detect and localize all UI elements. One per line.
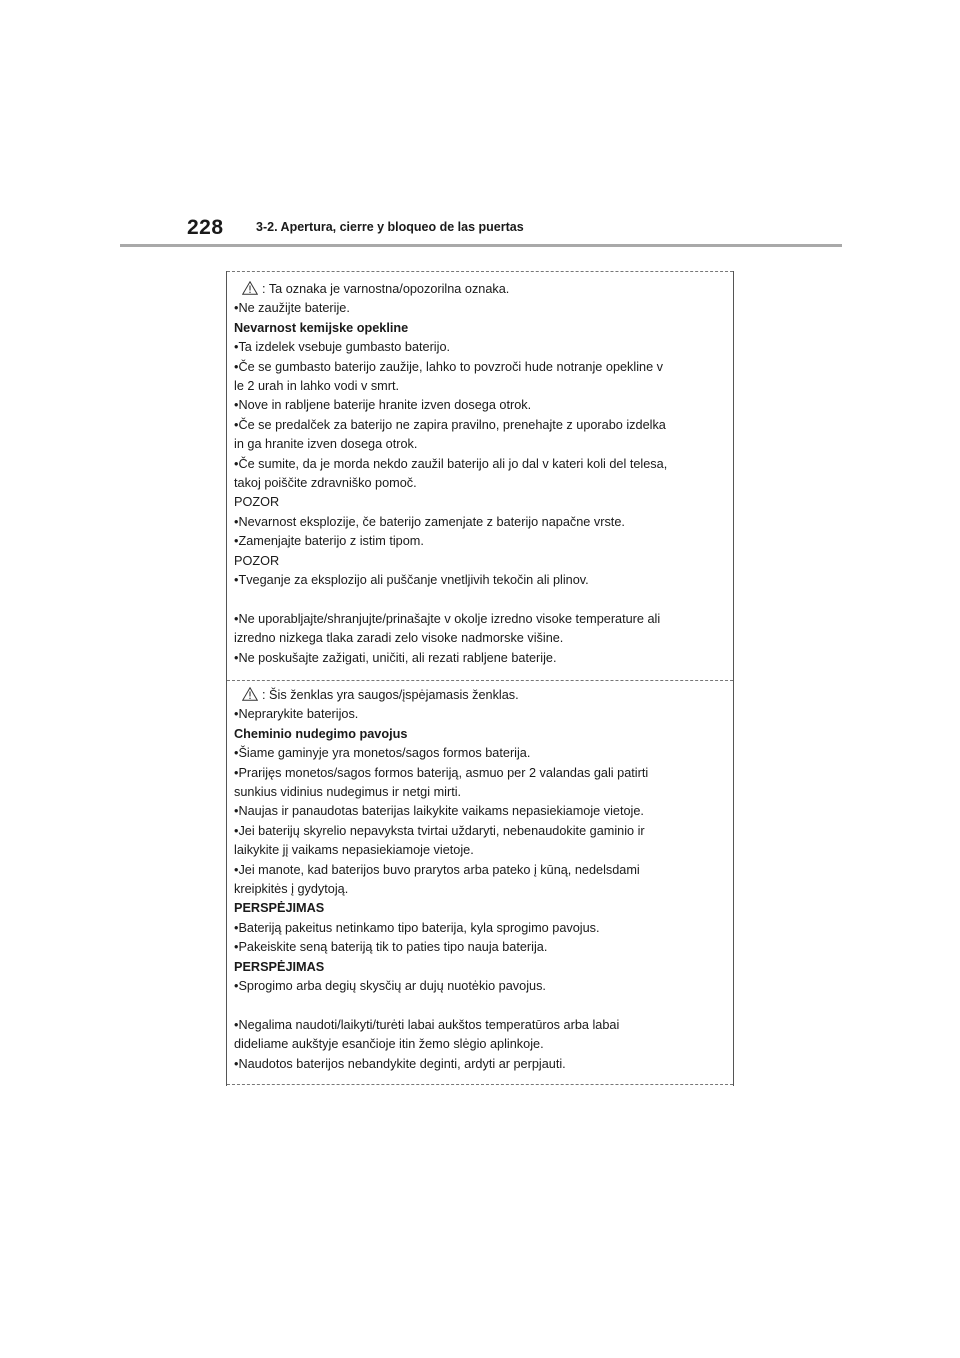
caution-heading: POZOR [234, 553, 280, 568]
warning-label-line [227, 686, 733, 705]
text-line: •Ta izdelek vsebuje gumbasto baterijo. [234, 340, 451, 355]
text-line: •Jei manote, kad baterijos buvo prarytos arba pateko į kūną, nedelsdami [234, 862, 640, 877]
text-line: •Nove in rabljene baterije hranite izven dosega otrok. [234, 398, 532, 413]
text-line: dideliame aukštyje esančioje itin žemo slėgio aplinkoje. [234, 1037, 544, 1052]
text-line: •Bateriją pakeitus netinkamo tipo baterija, kyla sprogimo pavojus. [234, 920, 600, 935]
text-line: •Zamenjajte baterijo z istim tipom. [234, 534, 424, 549]
text-line: izredno nizkega tlaka zaradi zelo visoke nadmorske višine. [234, 631, 564, 646]
text-line: •Jei baterijų skyrelio nepavyksta tvirtai uždaryti, nebenaudokite gaminio ir [234, 823, 645, 838]
text-line: •Nevarnost eksplozije, če baterijo zamenjate z baterijo napačne vrste. [234, 514, 625, 529]
text-line: laikykite jį vaikams nepasiekiamoje vietoje. [234, 843, 474, 858]
text-line: •Če se predalček za baterijo ne zapira pravilno, prenehajte z uporabo izdelka [234, 417, 666, 432]
warning-box [226, 271, 734, 1086]
text-line: •Naujas ir panaudotas baterijas laikykite vaikams nepasiekiamoje vietoje. [234, 804, 644, 819]
text-line: •Tveganje za eksplozijo ali puščanje vnetljivih tekočin ali plinov. [234, 573, 589, 588]
subheading: Nevarnost kemijske opekline [234, 320, 409, 335]
warning-triangle-icon [242, 281, 258, 295]
text-line: in ga hranite izven dosega otrok. [234, 437, 418, 452]
text-line: takoj poiščite zdravniško pomoč. [234, 476, 417, 491]
text-line: •Negalima naudoti/laikyti/turėti labai aukštos temperatūros arba labai [234, 1017, 620, 1032]
warning-label-text: : Šis ženklas yra saugos/įspėjamasis ženklas. [262, 688, 519, 702]
text-line: le 2 urah in lahko vodi v smrt. [234, 379, 400, 394]
slovenian-section [227, 280, 733, 668]
warning-label-line [227, 280, 733, 299]
warning-triangle-icon [242, 687, 258, 701]
text-line: •Šiame gaminyje yra monetos/sagos formos baterija. [234, 746, 531, 761]
text-line: •Če se gumbasto baterijo zaužije, lahko to povzroči hude notranje opekline v [234, 359, 664, 374]
page-header [0, 0, 960, 250]
text-line: •Ne poskušajte zažigati, uničiti, ali rezati rabljene baterije. [234, 650, 557, 665]
caution-heading: PERSPĖJIMAS [234, 901, 325, 916]
text-line: •Neprarykite baterijos. [234, 707, 359, 722]
text-line: •Pakeiskite seną bateriją tik to paties tipo nauja baterija. [234, 940, 548, 955]
text-line: sunkius vidinius nudegimus ir netgi mirti. [234, 785, 462, 800]
page-number: 228 [187, 216, 224, 239]
warning-label-text: : Ta oznaka je varnostna/opozorilna oznaka. [262, 282, 510, 296]
caution-heading: POZOR [234, 495, 280, 510]
box-bottom-border [227, 1084, 733, 1085]
caution-heading: PERSPĖJIMAS [234, 959, 325, 974]
spacer [227, 591, 733, 610]
text-line: •Sprogimo arba degių skysčių ar dujų nuotėkio pavojus. [234, 979, 546, 994]
subheading: Cheminio nudegimo pavojus [234, 726, 408, 741]
section-title: 3-2. Apertura, cierre y bloqueo de las puertas [256, 220, 524, 234]
section-divider [227, 680, 733, 681]
lithuanian-section [227, 686, 733, 1074]
text-line: kreipkitės į gydytoją. [234, 882, 349, 897]
spacer [227, 997, 733, 1016]
text-line: •Ne zaužijte baterije. [234, 301, 350, 316]
box-top-border [227, 271, 733, 272]
text-line: •Prarijęs monetos/sagos formos bateriją, asmuo per 2 valandas gali patirti [234, 765, 649, 780]
text-line: •Če sumite, da je morda nekdo zaužil baterijo ali jo dal v kateri koli del telesa, [234, 456, 668, 471]
header-divider [120, 244, 842, 247]
text-line: •Ne uporabljajte/shranjujte/prinašajte v okolje izredno visoke temperature ali [234, 611, 661, 626]
text-line: •Naudotos baterijos nebandykite deginti, ardyti ar perpjauti. [234, 1056, 566, 1071]
